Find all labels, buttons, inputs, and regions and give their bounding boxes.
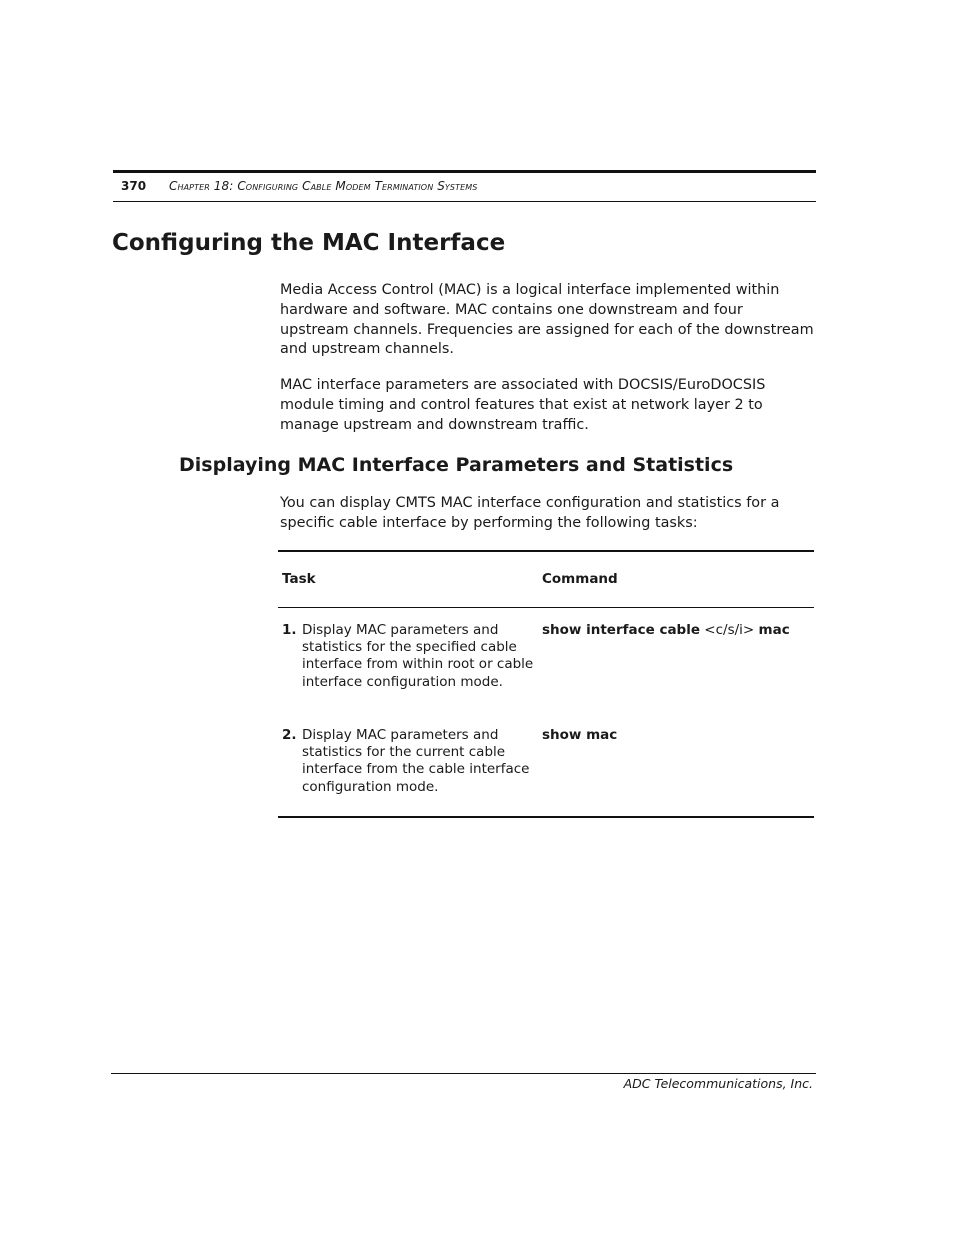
running-header-chapter — [169, 179, 477, 193]
chapter-title: Chapter 18: Configuring Cable Modem Termination Systems — [169, 179, 478, 193]
subsection-title: Displaying MAC Interface Parameters and Statistics — [179, 454, 734, 476]
table-header-command: Command — [542, 571, 618, 587]
table-header-task: Task — [282, 571, 316, 587]
table-rule-bottom — [278, 816, 814, 818]
task-description: Display MAC parameters and statistics for the current cable interface from the cable interface configuration mode. — [302, 727, 530, 795]
header-rule-bottom — [113, 201, 816, 202]
task-command — [542, 622, 790, 639]
footer-company: ADC Telecommunications, Inc. — [623, 1076, 813, 1091]
task-description: Display MAC parameters and statistics for the specified cable interface from within root or cable interface configuration mode. — [302, 622, 534, 690]
header-rule-top — [113, 170, 816, 173]
command-argument: <c/s/i> — [700, 622, 759, 638]
task-command-table — [278, 550, 814, 818]
page-number: 370 — [121, 179, 147, 193]
task-number: 2. — [282, 727, 297, 743]
command-keyword: show interface cable — [542, 622, 700, 638]
task-number: 1. — [282, 622, 297, 638]
command-keyword-suffix: mac — [758, 622, 790, 638]
section-paragraph-1: Media Access Control (MAC) is a logical interface implemented within hardware and software. MAC contains one downstream and four upstream channels. Frequencies are assigned for each of the downstream and upstream channels. — [280, 282, 814, 358]
command-keyword: show mac — [542, 727, 618, 743]
subsection-intro: You can display CMTS MAC interface configuration and statistics for a specific cable interface by performing the following tasks: — [280, 495, 780, 531]
section-paragraph-2: MAC interface parameters are associated with DOCSIS/EuroDOCSIS module timing and control features that exist at network layer 2 to manage upstream and downstream traffic. — [280, 377, 766, 433]
table-row — [278, 713, 814, 816]
table-row — [278, 608, 814, 713]
task-command — [542, 727, 617, 744]
table-header-row — [278, 552, 814, 608]
section-title: Configuring the MAC Interface — [112, 230, 506, 256]
footer-rule — [111, 1073, 816, 1074]
